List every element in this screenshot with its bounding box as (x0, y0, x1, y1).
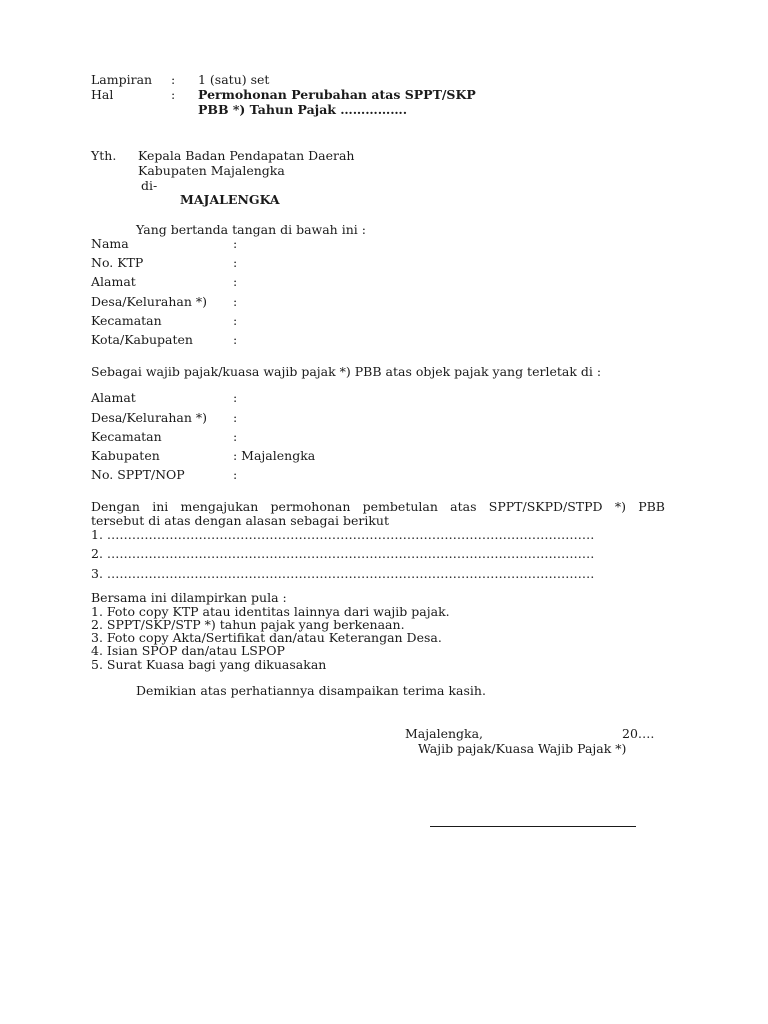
object-row-kecamatan (91, 429, 237, 444)
object-row-kabupaten (91, 448, 315, 463)
request-line2: tersebut di atas dengan alasan sebagai berikut (91, 513, 389, 528)
field-label: Alamat (91, 274, 136, 289)
signature-role: Wajib pajak/Kuasa Wajib Pajak *) (418, 741, 627, 756)
object-row-alamat (91, 390, 237, 405)
field-colon: : (233, 236, 238, 251)
field-colon: : (233, 255, 238, 270)
field-colon: : (233, 332, 238, 347)
field-colon: : (233, 390, 238, 405)
signature-year: 20…. (622, 726, 655, 741)
recipient-line2: Kabupaten Majalengka (138, 163, 285, 178)
recipient-line1: Kepala Badan Pendapatan Daerah (138, 148, 355, 163)
hal-subject-line1: Permohonan Perubahan atas SPPT/SKP (198, 87, 476, 102)
field-label: Nama (91, 236, 129, 251)
field-row-nama (91, 236, 237, 251)
field-row-kota (91, 332, 237, 347)
hal-colon: : (171, 87, 176, 102)
hal-label: Hal (91, 87, 114, 102)
lampiran-label: Lampiran (91, 72, 153, 87)
closing-text: Demikian atas perhatiannya disampaikan terima kasih. (136, 683, 486, 698)
field-label: Kecamatan (91, 429, 162, 444)
hal-subject-line2: PBB *) Tahun Pajak ……………. (198, 102, 408, 117)
reason-line-1: 1. ……………………………………………………………………………………………………… (91, 527, 595, 542)
field-colon: : (233, 467, 238, 482)
field-label: Desa/Kelurahan *) (91, 294, 208, 309)
request-line1: Dengan ini mengajukan permohonan pembetulan atas SPPT/SKPD/STPD *) PBB (91, 499, 665, 514)
field-label: No. KTP (91, 255, 144, 270)
field-label: Alamat (91, 390, 136, 405)
attachments-title: Bersama ini dilampirkan pula : (91, 590, 287, 605)
recipient-city: MAJALENGKA (180, 192, 280, 207)
attachment-item-4: 4. Isian SPOP dan/atau LSPOP (91, 643, 285, 658)
field-colon: : (233, 410, 238, 425)
object-intro-text: Sebagai wajib pajak/kuasa wajib pajak *) PBB atas objek pajak yang terletak di : (91, 364, 602, 379)
reason-line-2: 2. ……………………………………………………………………………………………………… (91, 546, 595, 561)
field-label: Kota/Kabupaten (91, 332, 193, 347)
reason-line-3: 3. ……………………………………………………………………………………………………… (91, 566, 595, 581)
attachment-item-5: 5. Surat Kuasa bagi yang dikuasakan (91, 657, 327, 672)
field-colon: : (233, 313, 238, 328)
recipient-di: di- (141, 178, 158, 193)
field-row-alamat (91, 274, 237, 289)
field-colon: : (233, 274, 238, 289)
field-label: Kecamatan (91, 313, 162, 328)
attachment-item-1: 1. Foto copy KTP atau identitas lainnya dari wajib pajak. (91, 604, 450, 619)
yth-label: Yth. (91, 148, 117, 163)
field-label: Desa/Kelurahan *) (91, 410, 208, 425)
attachment-item-3: 3. Foto copy Akta/Sertifikat dan/atau Keterangan Desa. (91, 630, 442, 645)
attachment-item-2: 2. SPPT/SKP/STP *) tahun pajak yang berkenaan. (91, 617, 405, 632)
field-row-ktp (91, 255, 237, 270)
signature-line (430, 826, 636, 827)
field-colon: : (233, 294, 238, 309)
field-value: : Majalengka (233, 448, 316, 463)
field-label: No. SPPT/NOP (91, 467, 185, 482)
signature-place: Majalengka, (405, 726, 484, 741)
lampiran-colon: : (171, 72, 176, 87)
field-row-desa (91, 294, 237, 309)
intro-text: Yang bertanda tangan di bawah ini : (136, 222, 366, 237)
field-row-kecamatan (91, 313, 237, 328)
field-label: Kabupaten (91, 448, 160, 463)
lampiran-value: 1 (satu) set (198, 72, 270, 87)
field-colon: : (233, 429, 238, 444)
object-row-nop (91, 467, 237, 482)
object-row-desa (91, 410, 237, 425)
